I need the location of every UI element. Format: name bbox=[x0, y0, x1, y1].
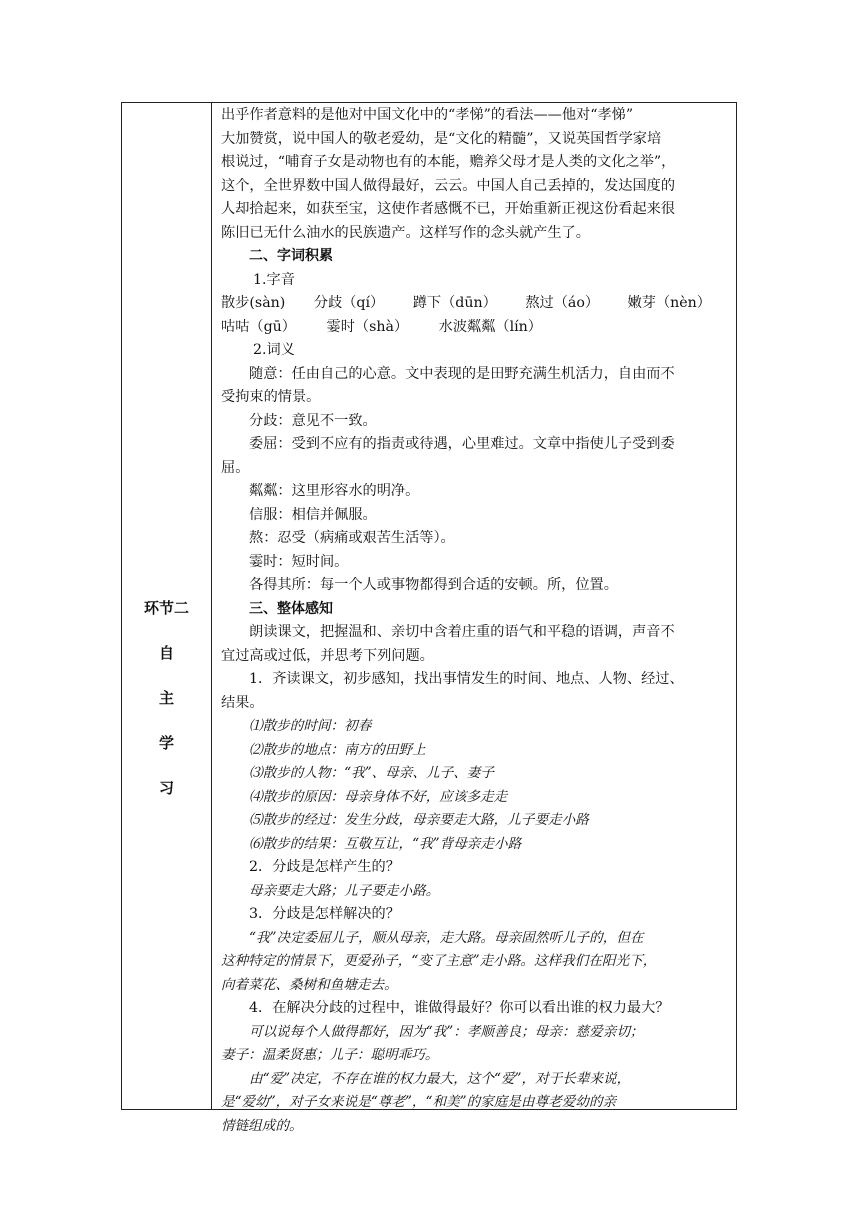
word-item: 霎时（shà） bbox=[326, 318, 409, 335]
answer-5-line: 是“爱幼”，对子女来说是“尊老”，“和美”的家庭是由尊老爱幼的亲 bbox=[221, 1094, 617, 1110]
lesson-content bbox=[221, 104, 729, 1138]
answer-3-line: 这种特定的情景下，更爱孙子，“变了主意”走小路。这样我们在阳光下， bbox=[221, 953, 657, 969]
answer-item: ⑶散步的人物：“我”、母亲、儿子、妻子 bbox=[249, 765, 494, 781]
section-char-2: 主 bbox=[158, 689, 174, 707]
answer-item: ⑹散步的结果：互敬互让，“我”背母亲走小路 bbox=[249, 835, 522, 852]
word-item: 散步(sàn) bbox=[221, 295, 286, 311]
question-2: 2．分歧是怎样产生的？ bbox=[249, 859, 400, 875]
definition-line: 分歧：意见不一致。 bbox=[249, 412, 377, 429]
intro-line: 出乎作者意料的是他对中国文化中的“孝悌”的看法——他对“孝悌” bbox=[221, 107, 634, 123]
intro-line: 人却拾起来，如获至宝，这使作者感慨不已，开始重新正视这份看起来很 bbox=[221, 201, 676, 217]
intro-line: 根说过，“哺育子女是动物也有的本能，赡养父母才是人类的文化之举”， bbox=[221, 154, 676, 170]
section-title: 环节二 bbox=[143, 599, 189, 617]
definition-line: 熬：忍受（病痛或艰苦生活等）。 bbox=[249, 530, 455, 546]
answer-item: ⑸散步的经过：发生分歧，母亲要走大路，儿子要走小路 bbox=[249, 812, 589, 828]
definition-line: 委屈：受到不应有的指责或待遇，心里难过。文章中指使儿子受到委 bbox=[249, 436, 675, 452]
section3-heading: 三、整体感知 bbox=[249, 600, 333, 617]
answer-3-line: 向着菜花、桑树和鱼塘走去。 bbox=[221, 976, 398, 993]
answer-item: ⑴散步的时间：初春 bbox=[249, 718, 372, 734]
definition-line: 信服：相信并佩服。 bbox=[249, 506, 377, 523]
reading-instruction: 宜过高或过低，并思考下列问题。 bbox=[221, 647, 434, 664]
word-item: 咕咕（gū） bbox=[221, 318, 296, 335]
definition-line: 受拘束的情景。 bbox=[221, 389, 321, 405]
pronunciation-row-1 bbox=[221, 292, 711, 316]
section2-heading: 二、字词积累 bbox=[249, 248, 333, 264]
question-3: 3．分歧是怎样解决的？ bbox=[249, 906, 400, 922]
answer-item: ⑷散步的原因：母亲身体不好，应该多走走 bbox=[249, 788, 508, 805]
section-char-1: 自 bbox=[158, 644, 174, 662]
intro-line: 大加赞赏，说中国人的敬老爱幼，是“文化的精髓”，又说英国哲学家培 bbox=[221, 130, 662, 147]
section-char-4: 习 bbox=[158, 779, 174, 797]
question-4: 4．在解决分歧的过程中，谁做得最好？你可以看出谁的权力最大？ bbox=[249, 1000, 670, 1016]
answer-5-line: 情链组成的。 bbox=[221, 1117, 303, 1134]
question-1: 结果。 bbox=[221, 694, 264, 711]
meaning-subheading: 2.词义 bbox=[253, 342, 295, 358]
answer-2: 母亲要走大路；儿子要走小路。 bbox=[249, 882, 440, 899]
word-item: 蹲下（dūn） bbox=[412, 295, 497, 311]
word-item: 水波粼粼（lín） bbox=[438, 318, 542, 335]
definition-line: 粼粼：这里形容水的明净。 bbox=[249, 483, 420, 499]
section-char-3: 学 bbox=[158, 734, 174, 752]
word-item: 熬过（áo） bbox=[525, 295, 600, 311]
question-1: 1．齐读课文，初步感知，找出事情发生的时间、地点、人物、经过、 bbox=[249, 671, 684, 687]
answer-4-line: 可以说每个人做得都好，因为“我”：孝顺善良；母亲：慈爱亲切； bbox=[249, 1023, 644, 1040]
definition-line: 各得其所：每一个人或事物都得到合适的安顿。所，位置。 bbox=[249, 577, 618, 593]
definition-line: 屈。 bbox=[221, 459, 250, 476]
pronunciation-subheading: 1.字音 bbox=[253, 271, 295, 288]
intro-line: 这个，全世界数中国人做得最好，云云。中国人自己丢掉的，发达国度的 bbox=[221, 177, 676, 194]
word-item: 嫩芽（nèn） bbox=[627, 295, 711, 311]
definition-line: 霎时：短时间。 bbox=[249, 553, 349, 570]
answer-3-line: “我”决定委屈儿子，顺从母亲，走大路。母亲固然听儿子的，但在 bbox=[249, 929, 644, 946]
reading-instruction: 朗读课文，把握温和、亲切中含着庄重的语气和平稳的语调，声音不 bbox=[249, 624, 675, 640]
answer-item: ⑵散步的地点：南方的田野上 bbox=[249, 741, 426, 758]
pronunciation-row-2 bbox=[221, 316, 729, 340]
intro-line: 陈旧已无什么油水的民族遗产。这样写作的念头就产生了。 bbox=[221, 224, 590, 241]
column-divider bbox=[211, 102, 212, 1110]
definition-line: 随意：任由自己的心意。文中表现的是田野充满生机活力，自由而不 bbox=[249, 365, 675, 382]
answer-5-line: 由“爱”决定，不存在谁的权力最大，这个“爱”，对于长辈来说， bbox=[249, 1070, 631, 1087]
word-item: 分歧（qí） bbox=[313, 295, 385, 311]
answer-4-line: 妻子：温柔贤惠；儿子：聪明乖巧。 bbox=[221, 1047, 439, 1063]
section-label-column bbox=[122, 102, 211, 1110]
